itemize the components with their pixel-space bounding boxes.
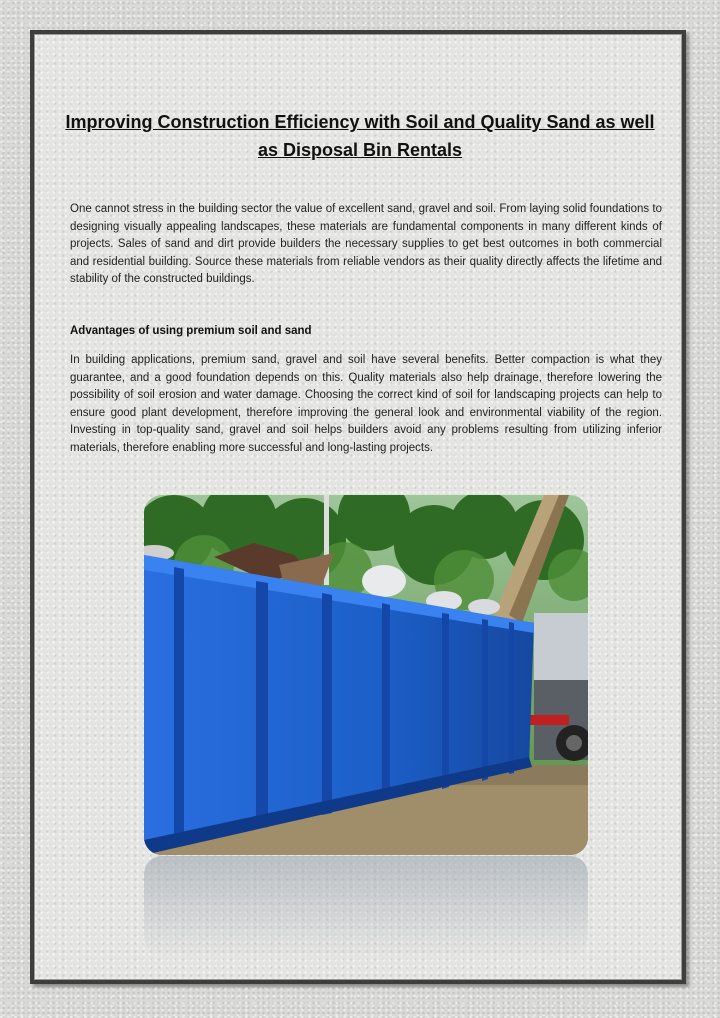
dumpster-photo [144,495,588,855]
intro-paragraph: One cannot stress in the building sector the value of excellent sand, gravel and soil. From laying solid foundations to designing visually appealing landscapes, these materials are fundamental components in many different kinds of projects. Sales of sand and dirt provide builders the necessary supplies to get best outcomes in both commercial and residential building. Source these materials from reliable vendors as their quality directly affects the lifetime and stability of the constructed buildings. [70,203,662,285]
section-paragraph: In building applications, premium sand, gravel and soil have several benefits. Better compaction is what they guarantee, and a good foundation depends on this. Quality materials also help drainage, therefore lowering the possibility of soil erosion and water damage. Choosing the correct kind of soil for landscaping projects can help to ensure good plant development, therefore improving the general look and environmental viability of the region. Investing in top-quality sand, gravel and soil helps builders avoid any problems resulting from utilizing inferior materials, therefore enabling more successful and long-lasting projects. [70,354,662,454]
section-heading: Advantages of using premium soil and sand [70,325,312,337]
photo-reflection [144,856,588,956]
dumpster-illustration [144,495,588,855]
document-title: Improving Construction Efficiency with Soil and Quality Sand as well as Disposal Bin Rentals [65,112,655,160]
